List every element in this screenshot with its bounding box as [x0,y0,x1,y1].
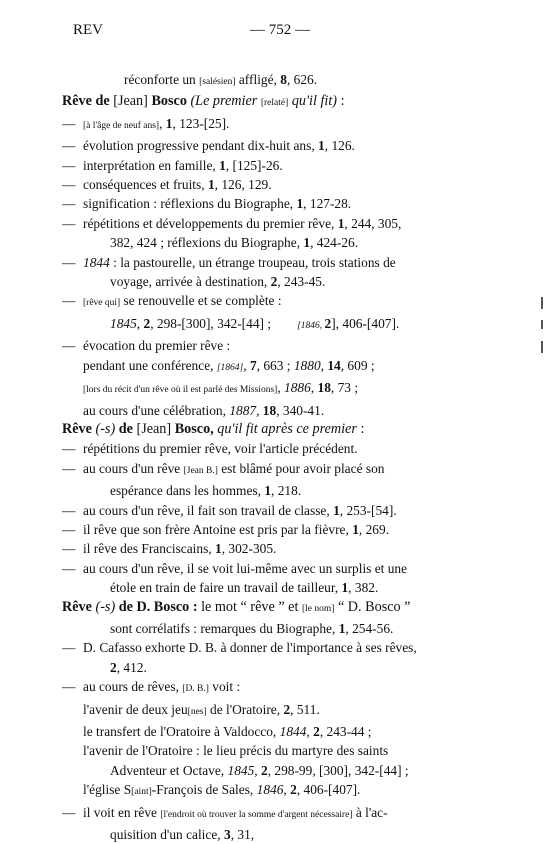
entry-heading: Rêve de [Jean] Bosco (Le premier [relaté] qu'il fit) : [62,93,345,110]
index-line: 1845, 2, 298-[300], 342-[44] ; [1846, 2], 406-[407]. [110,315,400,331]
index-line: Adventeur et Octave, 1845, 2, 298-99, [300], 342-[44] ; [110,762,409,778]
index-line: — il rêve que son frère Antoine est pris par la fièvre, 1, 269. [62,521,390,537]
index-line: sont corrélatifs : remarques du Biographe, 1, 254-56. [110,620,394,636]
index-line: — [rêve qui] se renouvelle et se complète : [62,293,282,309]
index-line: — signification : réflexions du Biographe, 1, 127-28. [62,196,352,212]
index-line: — au cours de rêves, [D. B.] voit : [62,679,241,695]
page-number: — 752 — [250,22,310,38]
index-line: quisition d'un calice, 3, 31, [110,827,255,843]
entry-heading: Rêve (-s) de [Jean] Bosco, qu'il fit après ce premier : [62,420,365,437]
index-line: — répétitions du premier rêve, voir l'article précédent. [62,441,358,457]
index-line: l'église S[aint]-François de Sales, 1846, 2, 406-[407]. [83,782,361,798]
index-line: voyage, arrivée à destination, 2, 243-45. [110,274,326,290]
index-line: — il voit en rêve [l'endroit où trouver la somme d'argent nécessaire] à l'ac- [62,804,388,820]
index-line: 2, 412. [110,659,147,675]
index-line: — D. Cafasso exhorte D. B. à donner de l'importance à ses rêves, [62,640,417,656]
running-head: REV [73,22,103,38]
index-line: espérance dans les hommes, 1, 218. [110,483,302,499]
index-content [62,70,482,844]
margin-mark [541,297,543,309]
index-line: — conséquences et fruits, 1, 126, 129. [62,177,272,193]
index-line: [lors du récit d'un rêve où il est parlé des Missions], 1886, 18, 73 ; [83,380,359,396]
index-line: — [à l'âge de neuf ans], 1, 123-[25]. [62,115,230,131]
margin-mark [541,341,543,353]
index-line: — au cours d'un rêve [Jean B.] est blâmé pour avoir placé son [62,460,385,476]
entry-heading: Rêve (-s) de D. Bosco : le mot “ rêve ” et [le nom] “ D. Bosco ” [62,598,411,615]
index-line: — il rêve des Franciscains, 1, 302-305. [62,541,277,557]
index-line: l'avenir de deux jeu[nes] de l'Oratoire, 2, 511. [83,701,320,717]
index-line: pendant une conférence, [1864], 7, 663 ; 1880, 14, 609 ; [83,357,375,373]
index-line: — 1844 : la pastourelle, un étrange troupeau, trois stations de [62,254,396,270]
index-line: réconforte un [salésien] affligé, 8, 626. [124,72,318,87]
index-line: étole en train de faire un travail de tailleur, 1, 382. [110,580,379,596]
index-line: — interprétation en famille, 1, [125]-26. [62,157,283,173]
index-line: l'avenir de l'Oratoire : le lieu précis du martyre des saints [83,743,389,759]
page-header [0,22,547,44]
index-line: — au cours d'un rêve, il fait son travail de classe, 1, 253-[54]. [62,502,397,518]
index-line: le transfert de l'Oratoire à Valdocco, 1844, 2, 243-44 ; [83,724,372,739]
index-line: — évocation du premier rêve : [62,338,231,354]
margin-mark [541,320,543,329]
index-line: 382, 424 ; réflexions du Biographe, 1, 424-26. [110,235,359,251]
index-line: — au cours d'un rêve, il se voit lui-même avec un surplis et une [62,560,408,576]
index-line: au cours d'une célébration, 1887, 18, 340-41. [83,402,325,418]
index-line: — répétitions et développements du premier rêve, 1, 244, 305, [62,215,402,231]
index-line: — évolution progressive pendant dix-huit ans, 1, 126. [62,138,355,154]
